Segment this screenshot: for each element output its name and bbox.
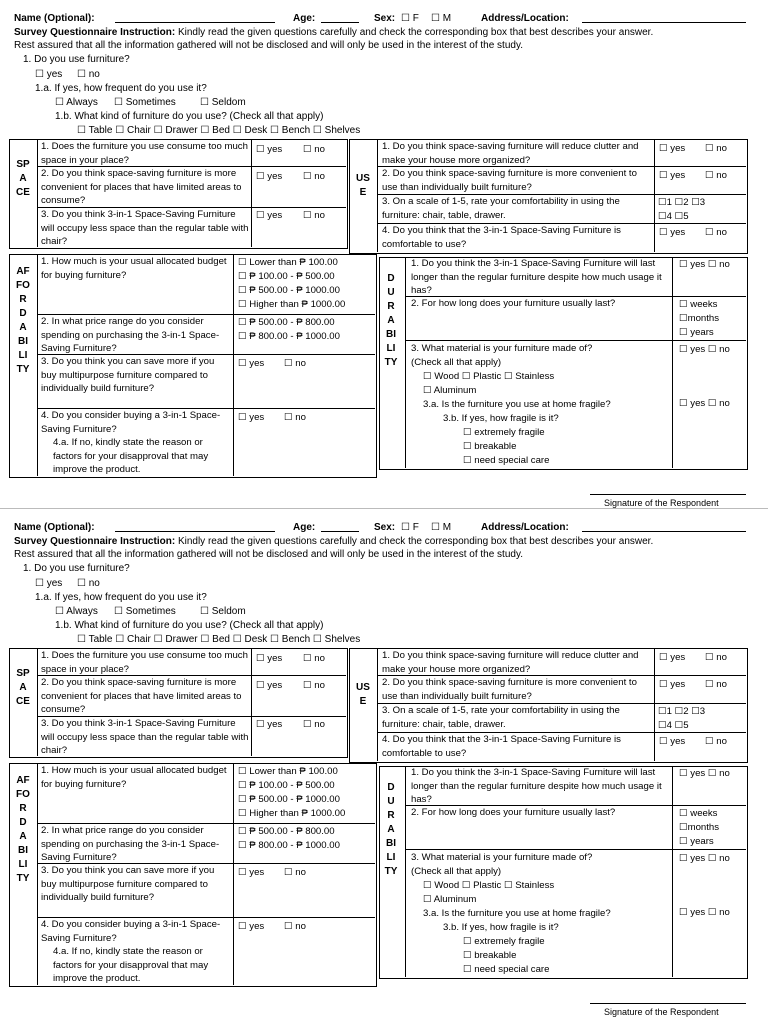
name-label: Name (Optional): [14, 13, 95, 24]
space-q1-no-checkbox[interactable]: ☐ no [303, 144, 325, 155]
dur-q2: 2. For how long does your furniture usually last? [411, 807, 616, 818]
afford-q3-yes-checkbox[interactable]: ☐ yes [238, 358, 265, 369]
sex-label: Sex: [374, 522, 396, 533]
signature-label: Signature of the Respondent [604, 1007, 719, 1017]
space-q1-yes-checkbox[interactable]: ☐ yes [256, 653, 283, 664]
name-field[interactable] [115, 522, 275, 532]
use-q2-no-checkbox[interactable]: ☐ no [705, 170, 727, 181]
dur-q3a: 3.a. Is the furniture you use at home fragile? [423, 399, 611, 410]
space-q1: 1. Does the furniture you use consume too much space in your place? [41, 141, 248, 166]
use-q2: 2. Do you think space-saving furniture is more convenient to use than individually built furniture? [382, 168, 637, 193]
use-q4-yes-checkbox[interactable]: ☐ yes [659, 227, 686, 238]
dur-q3b: 3.b. If yes, how fragile is it? [443, 922, 559, 933]
use-q3-scale-row-1[interactable]: ☐1 ☐2 ☐3 [658, 197, 706, 208]
space-q1-no-checkbox[interactable]: ☐ no [303, 653, 325, 664]
sex-label: Sex: [374, 13, 396, 24]
instruction-title: Survey Questionnaire Instruction: [14, 27, 176, 38]
use-q3-scale-row-2[interactable]: ☐4 ☐5 [658, 720, 689, 731]
afford-q2-option-2[interactable]: ☐ ₱ 800.00 - ₱ 1000.00 [238, 331, 340, 342]
space-q3-yes-checkbox[interactable]: ☐ yes [256, 210, 283, 221]
sex-female-checkbox[interactable]: ☐ F [401, 13, 419, 24]
dur-q3: 3. What material is your furniture made of? (Check all that apply) [411, 852, 593, 877]
use-q2-yes-checkbox[interactable]: ☐ yes [659, 170, 686, 181]
afford-q2: 2. In what price range do you consider spending on purchasing the 3-in-1 Space-Saving Furniture? [41, 825, 220, 863]
affordability-label: AFFORDABILITY [16, 266, 30, 375]
q1a-sometimes-checkbox[interactable]: ☐ Sometimes [114, 606, 176, 617]
use-q1-no-checkbox[interactable]: ☐ no [705, 652, 727, 663]
dur-q2: 2. For how long does your furniture usually last? [411, 298, 616, 309]
use-q4-yes-checkbox[interactable]: ☐ yes [659, 736, 686, 747]
afford-q2-option-1[interactable]: ☐ ₱ 500.00 - ₱ 800.00 [238, 317, 335, 328]
afford-q4a: 4.a. If no, kindly state the reason or factors for your disapproval that may improve the product. [53, 437, 209, 475]
afford-q2: 2. In what price range do you consider spending on purchasing the 3-in-1 Space-Saving Furniture? [41, 316, 220, 354]
q1a-always-checkbox[interactable]: ☐ Always [55, 606, 98, 617]
dur-q2-option-3[interactable]: ☐ years [679, 836, 714, 847]
affordability-label: AFFORDABILITY [16, 775, 30, 884]
use-q1: 1. Do you think space-saving furniture will reduce clutter and make your house more organized? [382, 141, 639, 166]
use-q4: 4. Do you think that the 3-in-1 Space-Saving Furniture is comfortable to use? [382, 225, 621, 250]
address-label: Address/Location: [481, 522, 569, 533]
instruction-text-1: Kindly read the given questions carefully and check the corresponding box that best describes your answer. [177, 536, 654, 547]
use-q2-no-checkbox[interactable]: ☐ no [705, 679, 727, 690]
instruction-text-1: Kindly read the given questions carefully and check the corresponding box that best describes your answer. [177, 27, 654, 38]
instruction-text-2: Rest assured that all the information gathered will not be disclosed and will only be used in the interest of the study. [14, 40, 523, 51]
afford-q3-no-checkbox[interactable]: ☐ no [284, 358, 306, 369]
use-q1-yes-checkbox[interactable]: ☐ yes [659, 652, 686, 663]
q1-label: 1. Do you use furniture? [23, 54, 130, 65]
dur-q3b-option-2[interactable]: ☐ breakable [463, 950, 517, 961]
dur-q1-yes-no[interactable]: ☐ yes ☐ no [679, 768, 730, 779]
space-q1-yes-checkbox[interactable]: ☐ yes [256, 144, 283, 155]
afford-q4: 4. Do you consider buying a 3-in-1 Space-Saving Furniture? [41, 410, 221, 435]
dur-q1: 1. Do you think the 3-in-1 Space-Saving Furniture will last longer than the regular furniture despite how much usage it has? [411, 767, 662, 805]
dur-q3a: 3.a. Is the furniture you use at home fragile? [423, 908, 611, 919]
address-field[interactable] [582, 522, 746, 532]
use-q4-no-checkbox[interactable]: ☐ no [705, 736, 727, 747]
dur-q3b-option-1[interactable]: ☐ extremely fragile [463, 936, 545, 947]
afford-q1-option-1[interactable]: ☐ Lower than ₱ 100.00 [238, 257, 338, 268]
use-q3-scale-row-1[interactable]: ☐1 ☐2 ☐3 [658, 706, 706, 717]
use-q2: 2. Do you think space-saving furniture is more convenient to use than individually built furniture? [382, 677, 637, 702]
instruction-text-2: Rest assured that all the information gathered will not be disclosed and will only be used in the interest of the study. [14, 549, 523, 560]
afford-q1-option-1[interactable]: ☐ Lower than ₱ 100.00 [238, 766, 338, 777]
afford-q3-yes-checkbox[interactable]: ☐ yes [238, 867, 265, 878]
signature-label: Signature of the Respondent [604, 498, 719, 508]
space-q2: 2. Do you think space-saving furniture is more convenient for places that have limited areas to consume? [41, 168, 242, 206]
dur-q3a-yes-no[interactable]: ☐ yes ☐ no [679, 398, 730, 409]
afford-q1: 1. How much is your usual allocated budget for buying furniture? [41, 256, 227, 281]
afford-q3: 3. Do you think you can save more if you buy multipurpose furniture compared to individually build furniture? [41, 865, 215, 903]
dur-q1-yes-no[interactable]: ☐ yes ☐ no [679, 259, 730, 270]
afford-q3-no-checkbox[interactable]: ☐ no [284, 867, 306, 878]
space-q3-yes-checkbox[interactable]: ☐ yes [256, 719, 283, 730]
afford-q2-option-2[interactable]: ☐ ₱ 800.00 - ₱ 1000.00 [238, 840, 340, 851]
signature-line[interactable] [590, 494, 746, 495]
afford-q4-no-checkbox[interactable]: ☐ no [284, 412, 306, 423]
q1a-label: 1.a. If yes, how frequent do you use it? [35, 83, 207, 94]
use-label: USE [356, 173, 370, 198]
q1a-always-checkbox[interactable]: ☐ Always [55, 97, 98, 108]
durability-label: DURABILITY [384, 782, 398, 877]
q1b-options[interactable]: ☐ Table ☐ Chair ☐ Drawer ☐ Bed ☐ Desk ☐ Bench ☐ Shelves [77, 634, 361, 645]
instruction-title: Survey Questionnaire Instruction: [14, 536, 176, 547]
dur-q3a-yes-no[interactable]: ☐ yes ☐ no [679, 907, 730, 918]
address-label: Address/Location: [481, 13, 569, 24]
afford-q1-option-2[interactable]: ☐ ₱ 100.00 - ₱ 500.00 [238, 271, 335, 282]
use-q3: 3. On a scale of 1-5, rate your comfortability in using the furniture: chair, table, drawer. [382, 705, 620, 730]
afford-q1-option-2[interactable]: ☐ ₱ 100.00 - ₱ 500.00 [238, 780, 335, 791]
afford-q4a: 4.a. If no, kindly state the reason or factors for your disapproval that may improve the product. [53, 946, 209, 984]
dur-q3-options-2[interactable]: ☐ Aluminum [423, 894, 477, 905]
q1-no-checkbox[interactable]: ☐ no [77, 578, 100, 589]
afford-q3: 3. Do you think you can save more if you buy multipurpose furniture compared to individually build furniture? [41, 356, 215, 394]
use-q1-yes-checkbox[interactable]: ☐ yes [659, 143, 686, 154]
dur-q3b-option-1[interactable]: ☐ extremely fragile [463, 427, 545, 438]
q1-label: 1. Do you use furniture? [23, 563, 130, 574]
space-q2-yes-checkbox[interactable]: ☐ yes [256, 680, 283, 691]
use-q4-no-checkbox[interactable]: ☐ no [705, 227, 727, 238]
space-q3-no-checkbox[interactable]: ☐ no [303, 210, 325, 221]
name-field[interactable] [115, 13, 275, 23]
name-label: Name (Optional): [14, 522, 95, 533]
use-q3: 3. On a scale of 1-5, rate your comfortability in using the furniture: chair, table, drawer. [382, 196, 620, 221]
afford-q1-option-3[interactable]: ☐ ₱ 500.00 - ₱ 1000.00 [238, 794, 340, 805]
durability-label: DURABILITY [384, 273, 398, 368]
use-q4: 4. Do you think that the 3-in-1 Space-Saving Furniture is comfortable to use? [382, 734, 621, 759]
afford-q1-option-4[interactable]: ☐ Higher than ₱ 1000.00 [238, 299, 346, 310]
dur-q1: 1. Do you think the 3-in-1 Space-Saving Furniture will last longer than the regular furniture despite how much usage it has? [411, 258, 662, 296]
use-label: USE [356, 682, 370, 707]
dur-q3-yes-no[interactable]: ☐ yes ☐ no [679, 853, 730, 864]
instruction-line-1 [14, 536, 653, 548]
instruction-line-1 [14, 27, 653, 39]
use-q2-yes-checkbox[interactable]: ☐ yes [659, 679, 686, 690]
q1b-options[interactable]: ☐ Table ☐ Chair ☐ Drawer ☐ Bed ☐ Desk ☐ Bench ☐ Shelves [77, 125, 361, 136]
address-field[interactable] [582, 13, 746, 23]
dur-q3b-option-3[interactable]: ☐ need special care [463, 455, 550, 466]
age-label: Age: [293, 522, 316, 533]
space-q3: 3. Do you think 3-in-1 Space-Saving Furniture will occupy less space than the regular table with chair? [41, 718, 249, 756]
space-q2-no-checkbox[interactable]: ☐ no [303, 171, 325, 182]
space-label: SPACE [16, 159, 30, 198]
dur-q3b-option-3[interactable]: ☐ need special care [463, 964, 550, 975]
survey-copy [0, 0, 768, 508]
afford-q4-no-checkbox[interactable]: ☐ no [284, 921, 306, 932]
dur-q2-option-2[interactable]: ☐months [679, 313, 720, 324]
dur-q3-options-2[interactable]: ☐ Aluminum [423, 385, 477, 396]
q1a-seldom-checkbox[interactable]: ☐ Seldom [200, 97, 246, 108]
space-q2: 2. Do you think space-saving furniture is more convenient for places that have limited areas to consume? [41, 677, 242, 715]
sex-male-checkbox[interactable]: ☐ M [431, 13, 452, 24]
q1b-label: 1.b. What kind of furniture do you use? (Check all that apply) [55, 620, 324, 631]
age-field[interactable] [321, 522, 359, 532]
signature-line[interactable] [590, 1003, 746, 1004]
age-field[interactable] [321, 13, 359, 23]
q1a-sometimes-checkbox[interactable]: ☐ Sometimes [114, 97, 176, 108]
space-q3: 3. Do you think 3-in-1 Space-Saving Furniture will occupy less space than the regular table with chair? [41, 209, 249, 247]
dur-q3b-option-2[interactable]: ☐ breakable [463, 441, 517, 452]
use-q1-no-checkbox[interactable]: ☐ no [705, 143, 727, 154]
q1b-label: 1.b. What kind of furniture do you use? (Check all that apply) [55, 111, 324, 122]
space-q1: 1. Does the furniture you use consume too much space in your place? [41, 650, 248, 675]
q1a-label: 1.a. If yes, how frequent do you use it? [35, 592, 207, 603]
dur-q2-option-3[interactable]: ☐ years [679, 327, 714, 338]
afford-q4: 4. Do you consider buying a 3-in-1 Space-Saving Furniture? [41, 919, 221, 944]
afford-q4-yes-checkbox[interactable]: ☐ yes [238, 921, 265, 932]
space-label: SPACE [16, 668, 30, 707]
afford-q4-yes-checkbox[interactable]: ☐ yes [238, 412, 265, 423]
afford-q2-option-1[interactable]: ☐ ₱ 500.00 - ₱ 800.00 [238, 826, 335, 837]
afford-q1: 1. How much is your usual allocated budget for buying furniture? [41, 765, 227, 790]
space-q3-no-checkbox[interactable]: ☐ no [303, 719, 325, 730]
q1-yes-checkbox[interactable]: ☐ yes [35, 578, 63, 589]
dur-q3-yes-no[interactable]: ☐ yes ☐ no [679, 344, 730, 355]
q1-yes-checkbox[interactable]: ☐ yes [35, 69, 63, 80]
afford-q1-option-4[interactable]: ☐ Higher than ₱ 1000.00 [238, 808, 346, 819]
q1a-seldom-checkbox[interactable]: ☐ Seldom [200, 606, 246, 617]
dur-q2-option-2[interactable]: ☐months [679, 822, 720, 833]
space-q2-yes-checkbox[interactable]: ☐ yes [256, 171, 283, 182]
dur-q3: 3. What material is your furniture made of? (Check all that apply) [411, 343, 593, 368]
dur-q2-option-1[interactable]: ☐ weeks [679, 808, 718, 819]
sex-female-checkbox[interactable]: ☐ F [401, 522, 419, 533]
use-q1: 1. Do you think space-saving furniture will reduce clutter and make your house more organized? [382, 650, 639, 675]
use-q3-scale-row-2[interactable]: ☐4 ☐5 [658, 211, 689, 222]
dur-q3-options-1[interactable]: ☐ Wood ☐ Plastic ☐ Stainless [423, 880, 555, 891]
dur-q2-option-1[interactable]: ☐ weeks [679, 299, 718, 310]
dur-q3-options-1[interactable]: ☐ Wood ☐ Plastic ☐ Stainless [423, 371, 555, 382]
age-label: Age: [293, 13, 316, 24]
q1-no-checkbox[interactable]: ☐ no [77, 69, 100, 80]
dur-q3b: 3.b. If yes, how fragile is it? [443, 413, 559, 424]
survey-copy [0, 508, 768, 1017]
afford-q1-option-3[interactable]: ☐ ₱ 500.00 - ₱ 1000.00 [238, 285, 340, 296]
space-q2-no-checkbox[interactable]: ☐ no [303, 680, 325, 691]
sex-male-checkbox[interactable]: ☐ M [431, 522, 452, 533]
